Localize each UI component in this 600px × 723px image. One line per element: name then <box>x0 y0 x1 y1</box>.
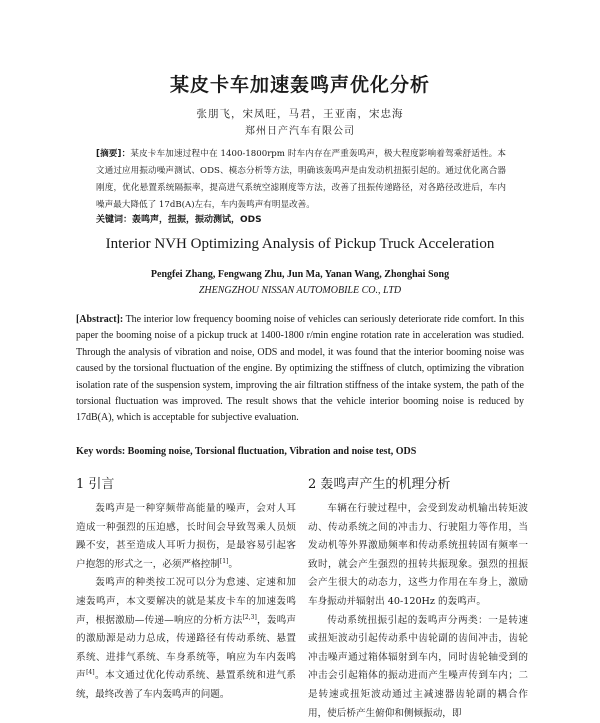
keywords-cn <box>96 212 506 225</box>
paper-title-en: Interior NVH Optimizing Analysis of Pickup Truck Acceleration <box>105 236 495 252</box>
keywords-cn-label: 关键词： <box>96 215 133 225</box>
section-heading-mechanism: 2 轰鸣声产生的机理分析 <box>308 477 451 492</box>
left-column <box>76 500 296 705</box>
paragraph: 车辆在行驶过程中，会受到发动机输出转矩波动、传动系统之间的冲击力、行驶阻力等作用，当发动机等外界激励频率和传动系统扭转固有频率一致时，就会产生强烈的扭转共振现象。强烈的扭振会产生很大的动态力，这些力作用在车身上，激励车身振动并辐射出 40-120Hz 的轰鸣声。 <box>308 503 528 607</box>
citation-ref: [4] <box>86 669 95 677</box>
abstract-cn <box>96 146 506 214</box>
abstract-en <box>76 312 524 427</box>
citation-ref: [1] <box>219 557 229 565</box>
abstract-en-text: The interior low frequency booming noise of vehicles can seriously deteriorate ride comfort. In this paper the booming noise of a pickup truck at 1400-1800 r/min engine rotation rate in acceleration was studied. Through the analysis of vibration and noise, ODS and model, it was found that the interior booming noise was caused by the torsional fluctuation of the engine. By optimizing the stiffness of clutch, optimizing the vibration isolation rate of the suspension system, improving the air filtration stiffness of the intake system, the path of the torsional fluctuation was improved. The result shows that the vehicle interior booming noise is reduced by 17dB(A), which is acceptable for subjective evaluation. <box>76 314 524 424</box>
abstract-en-label: [Abstract]: <box>76 314 124 325</box>
affiliation-en: ZHENGZHOU NISSAN AUTOMOBILE CO., LTD <box>198 285 402 296</box>
paragraph: 轰鸣声的种类按工况可以分为怠速、定速和加速轰鸣声，本文要解决的就是某皮卡车的加速轰鸣声，根据激励—传递—响应的分析方法[2,3]，轰鸣声的激励源是动力总成，传递路径有传动系统、悬置系统、进排气系统、车身系统等，响应为车内轰鸣声[4]。本文通过优化传动系统、悬置系统和进气系统，最终改善了车内轰鸣声的问题。 <box>76 577 297 700</box>
keywords-en-label: Key words: <box>76 446 126 457</box>
keywords-en-text: Booming noise, Torsional fluctuation, Vibration and noise test, ODS <box>127 446 417 457</box>
authors-cn: 张朋飞，宋凤旺，马君，王亚南，宋忠海 <box>196 108 404 120</box>
keywords-en <box>76 446 524 457</box>
section-heading-introduction: 1 引言 <box>76 477 115 492</box>
abstract-cn-label: [摘要]： <box>96 149 131 159</box>
keywords-cn-text: 轰鸣声，扭振，振动测试，ODS <box>132 215 262 225</box>
affiliation-cn: 郑州日产汽车有限公司 <box>245 126 355 137</box>
abstract-cn-text: 某皮卡车加速过程中在 1400-1800rpm 时车内存在严重轰鸣声，极大程度影响着驾乘舒适性。本文通过应用振动噪声测试、ODS、模态分析等方法，明确该轰鸣声是由发动机扭振引起的。通过优化离合器刚度，优化悬置系统隔振率，提高进气系统空滤刚度等方法，改善了扭振传递路径，对各路径改进后，车内噪声最大降低了 17dB(A)左右，车内轰鸣声有明显改善。 <box>96 149 507 210</box>
citation-ref: [2,3] <box>242 613 257 621</box>
authors-en: Pengfei Zhang, Fengwang Zhu, Jun Ma, Yanan Wang, Zhonghai Song <box>150 269 450 280</box>
paper-title-cn: 某皮卡车加速轰鸣声优化分析 <box>169 74 430 96</box>
paragraph: 传动系统扭振引起的轰鸣声分两类：一是转速或扭矩波动引起传动系中齿轮副的齿间冲击，齿轮冲击噪声通过箱体辐射到车内，同时齿轮轴受到的冲击会引起箱体的振动进而产生噪声传到车内；二是转速或扭矩波动通过主减速器齿轮副的耦合作用，使后桥产生俯仰和侧倾振动，即 <box>308 614 528 719</box>
paragraph: 轰鸣声是一种穿频带高能量的噪声，会对人耳造成一种强烈的压迫感，长时间会导致驾乘人员烦躁不安，甚至造成人耳听力损伤，是最容易引起客户抱怨的形式之一，必须严格控制[1]。 <box>76 503 296 570</box>
